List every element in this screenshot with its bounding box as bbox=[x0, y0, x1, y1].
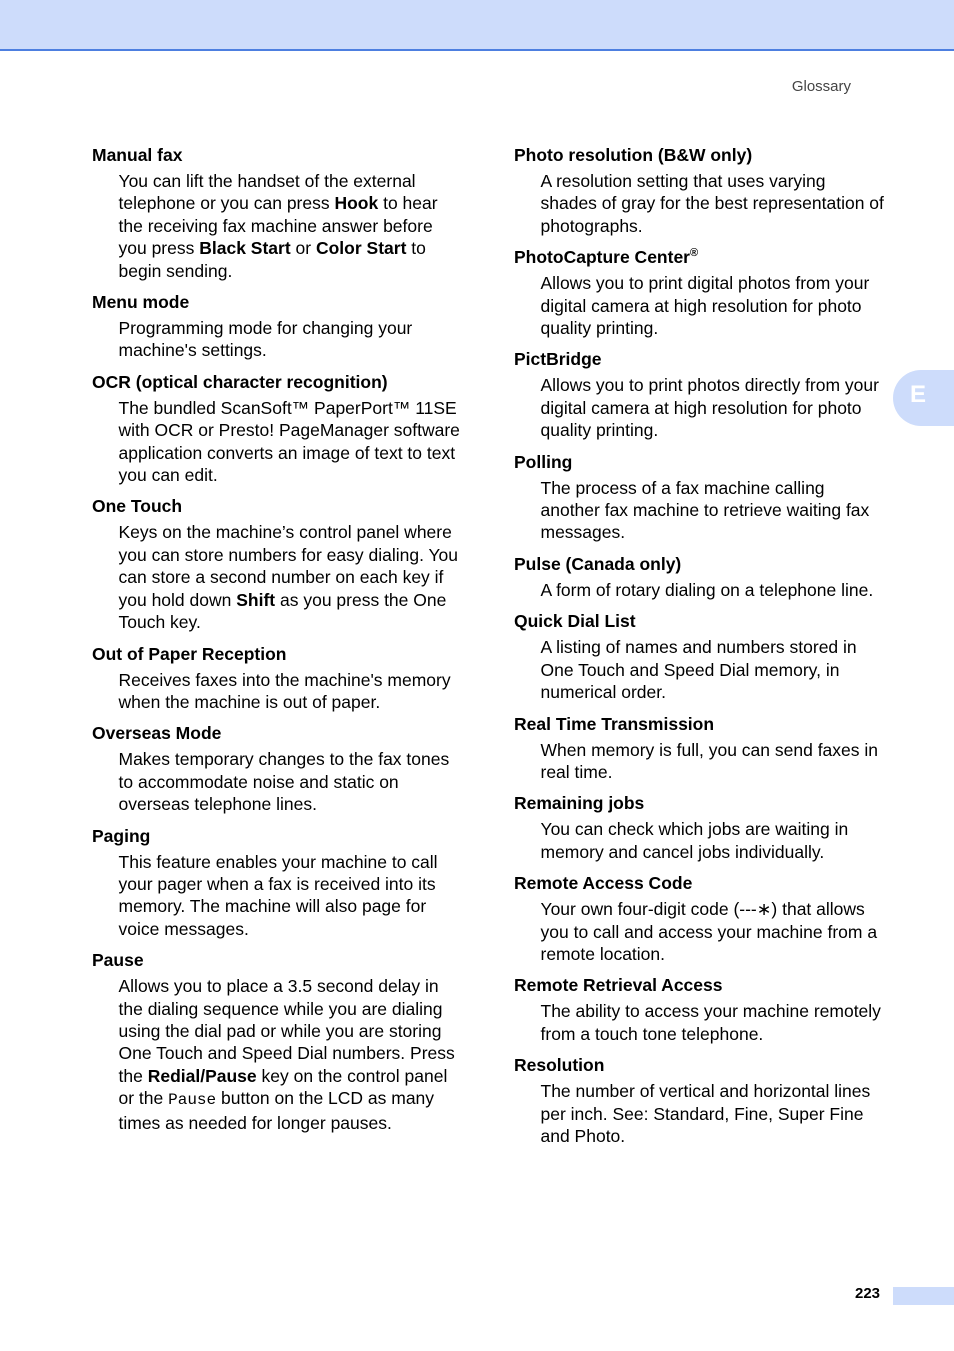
glossary-entry-paging bbox=[92, 825, 464, 941]
glossary-definition: The bundled ScanSoft™ PaperPort™ 11SE with OCR or Presto! PageManager software application converts an image of text to text you can edit. bbox=[118, 397, 460, 486]
key-name: Shift bbox=[236, 589, 276, 610]
glossary-definition: This feature enables your machine to call your pager when a fax is received into its memory. The machine will also page for voice messages. bbox=[118, 851, 438, 939]
glossary-entry-photo-resolution-b-w-only bbox=[514, 144, 886, 237]
glossary-term: Remote Access Code bbox=[514, 873, 693, 894]
glossary-term: Polling bbox=[514, 451, 573, 472]
glossary-definition: Your own four-digit code (---∗) that allows you to call and access your machine from a remote location. bbox=[540, 899, 878, 964]
glossary-definition: Allows you to place a 3.5 second delay in the dialing sequence while you are dialing using the dial pad or while you are storing One Touch and Speed Dial numbers. Press the Redial/Pause key on the control panel or the Pause button on the LCD as many times as needed for longer pauses. bbox=[118, 976, 455, 1133]
glossary-definition: You can check which jobs are waiting in memory and cancel jobs individually. bbox=[540, 819, 849, 862]
glossary-entry-polling bbox=[514, 451, 886, 544]
glossary-entry-remote-access-code bbox=[514, 872, 886, 965]
glossary-entry-photocapture-center bbox=[514, 246, 886, 339]
chapter-tab-label: E bbox=[910, 381, 927, 408]
glossary-entry-resolution bbox=[514, 1054, 886, 1147]
lcd-button-name: Pause bbox=[168, 1091, 217, 1110]
glossary-term: PhotoCapture Center® bbox=[514, 247, 699, 268]
glossary-term: One Touch bbox=[92, 496, 183, 517]
registered-mark: ® bbox=[689, 247, 699, 260]
glossary-term: Real Time Transmission bbox=[514, 713, 715, 734]
glossary-entry-ocr-optical-character-recognition bbox=[92, 371, 464, 487]
header-bar bbox=[0, 0, 954, 51]
glossary-definition: A form of rotary dialing on a telephone line. bbox=[540, 579, 874, 600]
glossary-term: Quick Dial List bbox=[514, 611, 636, 632]
footer-bar bbox=[893, 1287, 954, 1305]
key-name: Hook bbox=[334, 193, 379, 214]
glossary-term: Manual fax bbox=[92, 145, 183, 165]
glossary-definition: Programming mode for changing your machine's settings. bbox=[118, 318, 413, 361]
glossary-definition: You can lift the handset of the external telephone or you can press Hook to hear the receiving fax machine answer before you press Black Start or Color Start to begin sending. bbox=[118, 171, 438, 281]
glossary-entry-real-time-transmission bbox=[514, 713, 886, 784]
key-name: Redial/Pause bbox=[147, 1065, 257, 1086]
glossary-term: Overseas Mode bbox=[92, 723, 222, 744]
glossary-term: Menu mode bbox=[92, 292, 190, 313]
glossary-entry-quick-dial-list bbox=[514, 610, 886, 703]
key-name: Black Start bbox=[199, 238, 291, 259]
glossary-term: Photo resolution (B&W only) bbox=[514, 145, 753, 165]
glossary-definition: When memory is full, you can send faxes in real time. bbox=[540, 739, 879, 782]
page-number: 223 bbox=[855, 1285, 881, 1302]
glossary-entry-out-of-paper-reception bbox=[92, 643, 464, 714]
glossary-definition: Allows you to print digital photos from your digital camera at high resolution for photo quality printing. bbox=[540, 273, 870, 339]
glossary-term: Remaining jobs bbox=[514, 793, 645, 814]
glossary-definition: Keys on the machine’s control panel where you can store numbers for easy dialing. You can store a second number on each key if you hold down Shift as you press the One Touch key. bbox=[118, 522, 459, 633]
glossary-term: Paging bbox=[92, 825, 151, 846]
glossary-term: Pulse (Canada only) bbox=[514, 553, 682, 574]
glossary-definition: The process of a fax machine calling another fax machine to retrieve waiting fax messages. bbox=[540, 477, 870, 543]
glossary-term: OCR (optical character recognition) bbox=[92, 371, 388, 392]
glossary-term: Resolution bbox=[514, 1055, 605, 1076]
key-name: Color Start bbox=[315, 238, 407, 259]
glossary-entry-pictbridge bbox=[514, 348, 886, 441]
glossary-entry-manual-fax bbox=[92, 144, 464, 282]
glossary-definition: A listing of names and numbers stored in One Touch and Speed Dial memory, in numerical order. bbox=[540, 637, 857, 703]
glossary-column-left bbox=[92, 144, 464, 1143]
glossary-definition: A resolution setting that uses varying shades of gray for the best representation of photographs. bbox=[540, 171, 884, 236]
glossary-entry-pause bbox=[92, 949, 464, 1134]
chapter-tab[interactable] bbox=[893, 370, 954, 426]
glossary-entry-menu-mode bbox=[92, 291, 464, 362]
glossary-column-right bbox=[514, 144, 886, 1156]
glossary-definition: The ability to access your machine remotely from a touch tone telephone. bbox=[540, 1001, 881, 1044]
glossary-term: Remote Retrieval Access bbox=[514, 975, 723, 996]
glossary-entry-pulse-canada-only bbox=[514, 553, 886, 601]
glossary-term: Out of Paper Reception bbox=[92, 643, 287, 664]
glossary-definition: Makes temporary changes to the fax tones to accommodate noise and static on overseas telephone lines. bbox=[118, 749, 450, 815]
glossary-term: PictBridge bbox=[514, 349, 602, 370]
glossary-entry-remaining-jobs bbox=[514, 792, 886, 863]
glossary-entry-overseas-mode bbox=[92, 722, 464, 815]
glossary-definition: Allows you to print photos directly from your digital camera at high resolution for photo quality printing. bbox=[540, 375, 879, 441]
glossary-entry-one-touch bbox=[92, 495, 464, 633]
glossary-term: Pause bbox=[92, 950, 144, 971]
running-head: Glossary bbox=[791, 78, 851, 95]
glossary-definition: The number of vertical and horizontal lines per inch. See: Standard, Fine, Super Fine and Photo. bbox=[540, 1081, 871, 1146]
glossary-definition: Receives faxes into the machine's memory when the machine is out of paper. bbox=[118, 669, 451, 712]
glossary-entry-remote-retrieval-access bbox=[514, 974, 886, 1045]
